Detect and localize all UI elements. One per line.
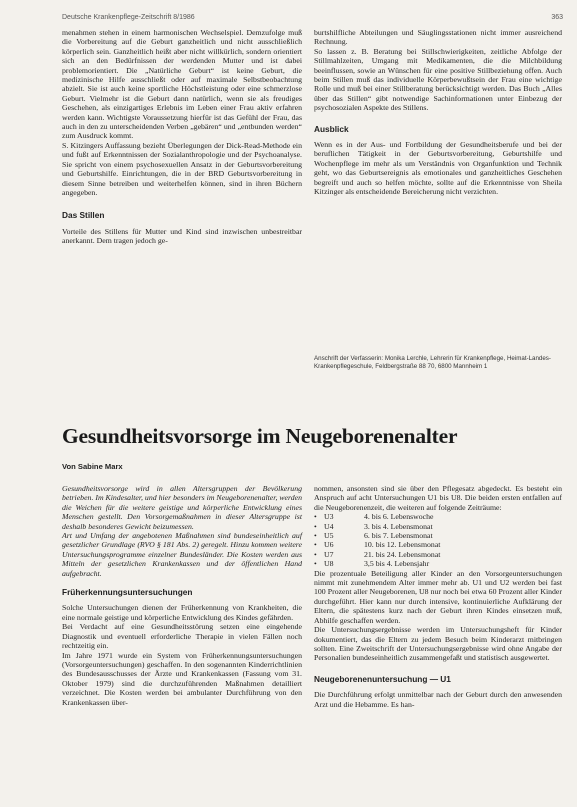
list-item: • U3 4. bis 6. Lebenswoche (314, 512, 434, 522)
paragraph: Die prozentuale Beteiligung aller Kinder an den Vorsorgeuntersuchungen nimmt mit zunehmendem Alter immer mehr ab. U1 und U2 werden bei fast 100 Prozent aller Neugeborenen, U8 nur noch bei etwa 60 Prozent aller Kinder durchgeführt. Hier kann nur durch intensive, kontinuierliche Aufklärung der Eltern, die spätestens kurz nach der Geburt ihren Kindes einsetzen muß, Abhilfe geschaffen werden. (314, 568, 562, 625)
paragraph: S. Kitzingers Auffassung bezieht Überlegungen der Dick-Read-Methode ein und fußt auf Erkenntnissen der Sozialanthropologie und der Psychoanalyse. Sie spricht von einem psychosexuellen Ansatz in der Geburtsvorbereitung und Geburtshilfe. Einrichtungen, die in der BRD Geburtsvorbereitung in diesem Sinne betreiben und weiterhelfen können, sind in ihren Büchern angegeben. (62, 140, 302, 197)
section-heading: Das Stillen (62, 210, 105, 221)
column-3 (62, 484, 302, 707)
paragraph: burtshilfliche Abteilungen und Säuglingsstationen nicht immer ausreichend Rechnung. (314, 28, 562, 47)
page-number: 363 (551, 14, 563, 21)
list-item: • U8 3,5 bis 4. Lebensjahr (314, 559, 430, 569)
column-1-top (62, 28, 302, 246)
list-item: • U6 10. bis 12. Lebensmonat (314, 540, 441, 550)
paragraph: menahmen stehen in einem harmonischen Wechselspiel. Demzufolge muß die Vorbereitung auf die Geburt ganzheitlich und nicht ausschließlich körperlich sein. Ganzheitlich heißt aber nicht willkürlich, sondern orientiert sich an den Bedürfnissen der werdenden Mutter und ist dabei problemorientiert. Die „Natürliche Geburt“ ist keine Geburt, die medizinische Hilfe ausschließt oder auf maximale Selbstbeobachtung abzielt. Sie ist auch keine sportliche Höchstleistung oder eine schmerzlose Geburt. Vielmehr ist die Geburt dann natürlich, wenn sie als freudiges Geschehen, als einzigartiges Erlebnis im Leben einer Frau aktiv erfahren werden kann. Wichtigste Voraussetzung hierfür ist das Gefühl der Frau, das auch in den zu unterscheidenden Verben „gebären“ und „entbunden werden“ zum Ausdruck kommt. (62, 28, 302, 141)
intro-paragraph: Gesundheitsvorsorge wird in allen Altersgruppen der Bevölkerung betrieben. Im Kindesalter, und hier besonders im Neugeborenenalter, werden die Weichen für die weitere geistige und körperliche Entwicklung eines Menschen gestellt. Den Vorsorgemaßnahmen in dieser Altersgruppe ist deshalb besonderes Gewicht beizumessen. (62, 484, 303, 531)
paragraph: Die Durchführung erfolgt unmittelbar nach der Geburt durch den anwesenden Arzt und die Hebamme. Es han- (314, 690, 562, 709)
list-item: • U5 6. bis 7. Lebensmonat (314, 531, 433, 541)
paragraph: Die Untersuchungsergebnisse werden im Untersuchungsheft für Kinder dokumentiert, das die Eltern zu jedem Besuch beim Kinderarzt mitbringen sollten. Eine Zweitschrift der Untersuchungsergebnisse wird ohne Angabe der Personalien bundeseinheitlich zusammengefaßt und statistisch ausgewertet. (314, 625, 562, 663)
schedule-list (314, 512, 562, 568)
author-address: Anschrift der Verfasserin: Monika Lerchle, Lehrerin für Krankenpflege, Heimat-Landes-Krankenpflegeschule, Feldbergstraße 88 70, 6800 Mannheim 1 (314, 355, 551, 370)
byline: Von Sabine Marx (62, 462, 123, 471)
paragraph: Bei Verdacht auf eine Gesundheitsstörung setzen eine eingehende Diagnostik und eventuell erforderliche Therapie in vielen Fällen noch rechtzeitig ein. (62, 622, 302, 651)
list-item: • U7 21. bis 24. Lebensmonat (314, 549, 441, 559)
column-4 (314, 484, 562, 709)
paragraph: So lassen z. B. Beratung bei Stillschwierigkeiten, zeitliche Abfolge der Stillmahlzeiten, Umgang mit Medikamenten, die die Milchbildung beeinflussen, sowie an Wünschen für eine positive Stillbeziehung offen. Auch beim Stillen muß das individuelle Körperbewußtsein der Frau eine wichtige Rolle und muß bei einer Stillberatung berücksichtigt werden. Das Buch „Alles über das Stillen“ gibt notwendige Sachinformationen unter Einbezug der psychosozialen Aspekte des Stillens. (314, 46, 562, 113)
article-title: Gesundheitsvorsorge im Neugeborenenalter (62, 424, 458, 448)
paragraph: nommen, ansonsten sind sie über den Pflegesatz abgedeckt. Es besteht ein Anspruch auf acht Untersuchungen U1 bis U8. Die beiden ersten entfallen auf die Neugeborenenzeit, die weiteren auf folgende Zeiträume: (314, 484, 562, 512)
intro-paragraph: Art und Umfang der angebotenen Maßnahmen sind bundeseinheitlich auf gesetzlicher Grundlage (RVO § 181 Abs. 2) geregelt. Hinzu kommen weitere Untersuchungsprogramme einzelner Bundesländer. Die Kosten werden aus Mitteln der gesetzlichen Krankenkassen und der öffentlichen Hand aufgebracht. (62, 531, 302, 578)
paragraph: Im Jahre 1971 wurde ein System von Früherkennungsuntersuchungen (Vorsorgeuntersuchungen) geschaffen. In den sogenannten Kinderrichtlinien des Bundesausschusses der Ärzte und Krankenkassen (Fassung vom 31. Oktober 1979) sind die durchzuführenden Maßnahmen detailliert verzeichnet. Die Kosten werden bei ambulanter Durchführung von den Krankenkassen über- (62, 650, 302, 707)
section-heading: Neugeborenenuntersuchung — U1 (314, 673, 451, 684)
section-heading: Früherkennungsuntersuchungen (62, 587, 193, 598)
section-heading: Ausblick (314, 123, 349, 134)
column-2-top (314, 28, 562, 197)
running-header: Deutsche Krankenpflege-Zeitschrift 8/1986 (62, 14, 195, 21)
paragraph: Wenn es in der Aus- und Fortbildung der Gesundheitsberufe und bei der beruflichen Tätigkeit in der Geburtsvorbereitung, Geburtshilfe und Wochenpflege im mehr als um Verständnis von Organfunktion und Technik geht, wo das Geburtsereignis als emotionales und ganzheitliches Geschehen begreift und auch so helfen möchte, sollte auf die Erkenntnisse von Sheila Kitzinger als entscheidende Bereicherung nicht verzichten. (314, 140, 562, 197)
list-item: • U4 3. bis 4. Lebensmonat (314, 521, 433, 531)
paragraph: Solche Untersuchungen dienen der Früherkennung von Krankheiten, die eine normale geistige und körperliche Entwicklung des Kindes gefährden. (62, 603, 302, 622)
paragraph: Vorteile des Stillens für Mutter und Kind sind inzwischen unbestreitbar anerkannt. Dem tragen jedoch ge- (62, 226, 302, 246)
